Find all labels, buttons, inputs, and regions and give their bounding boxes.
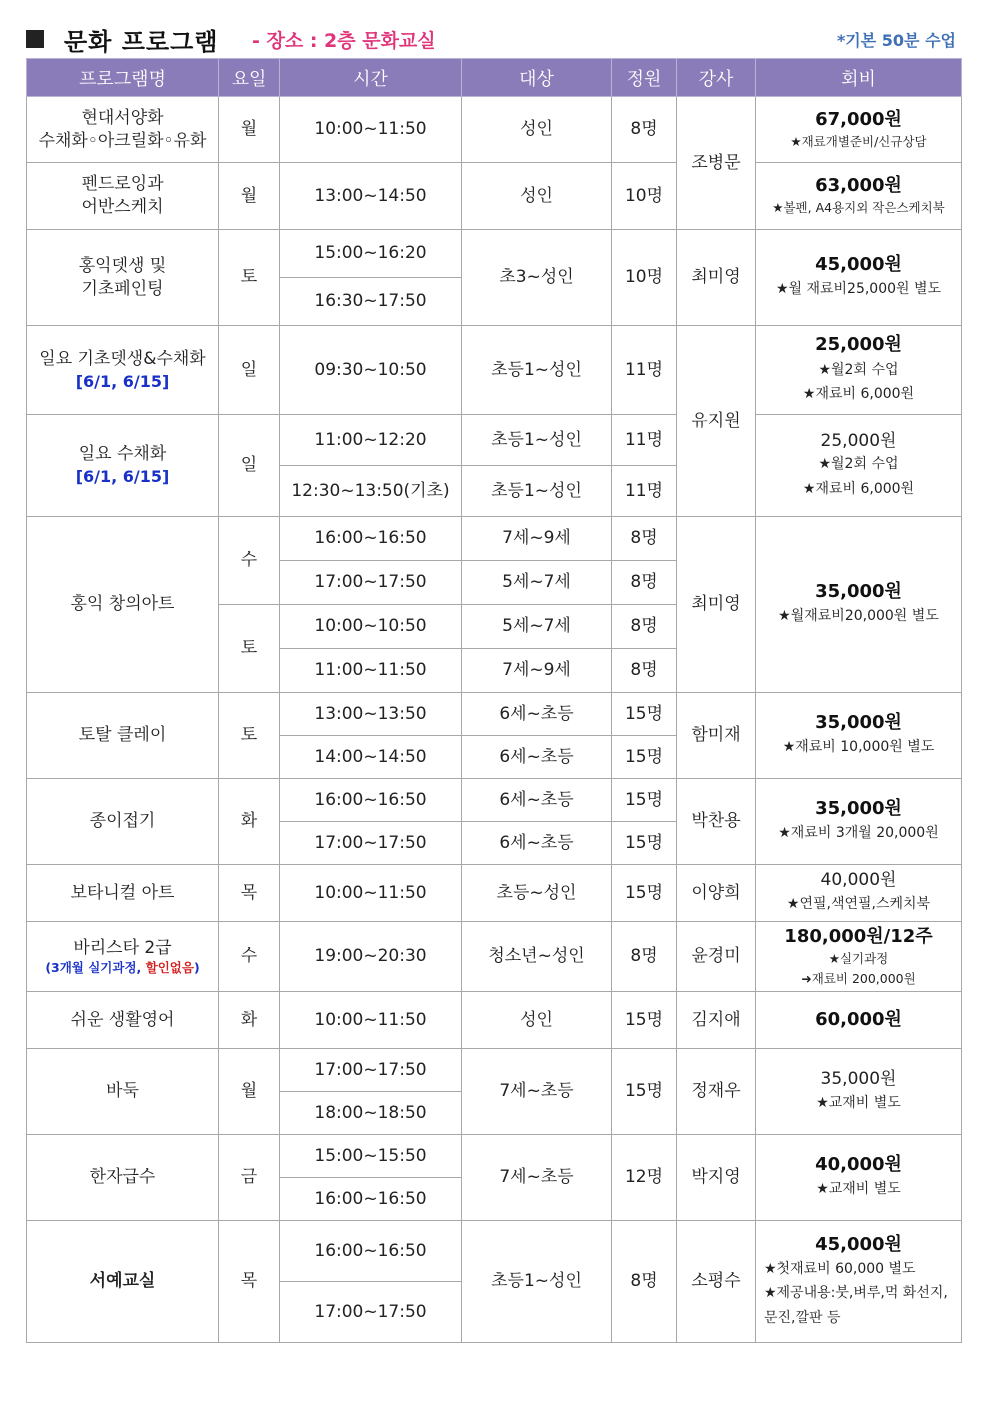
capacity-cell: 11명 [612, 466, 677, 517]
program-name: 펜드로잉과 어반스케치 [27, 163, 219, 230]
teacher-cell: 함미재 [677, 693, 756, 779]
time-cell: 09:30~10:50 [280, 326, 462, 415]
program-name: 일요 기초뎃생&수채화 [6/1, 6/15] [27, 326, 219, 415]
teacher-cell: 최미영 [677, 230, 756, 326]
capacity-cell: 15명 [612, 1049, 677, 1135]
time-cell: 16:00~16:50 [280, 1221, 462, 1282]
time-cell: 16:00~16:50 [280, 779, 462, 822]
col-header-program: 프로그램명 [27, 59, 219, 97]
time-cell: 18:00~18:50 [280, 1092, 462, 1135]
day-cell: 수 [219, 922, 280, 992]
capacity-cell: 10명 [612, 163, 677, 230]
day-cell: 금 [219, 1135, 280, 1221]
program-name: 보타니컬 아트 [27, 865, 219, 922]
table-row [27, 865, 962, 922]
program-table [26, 58, 962, 1343]
fee-cell: 35,000원 ★재료비 3개월 20,000원 [756, 779, 962, 865]
capacity-cell: 8명 [612, 97, 677, 163]
day-cell: 토 [219, 693, 280, 779]
program-name: 바둑 [27, 1049, 219, 1135]
day-cell: 목 [219, 1221, 280, 1343]
table-row [27, 230, 962, 278]
fee-cell: 180,000원/12주 ★실기과정 ➜재료비 200,000원 [756, 922, 962, 992]
target-cell: 초등1~성인 [462, 466, 612, 517]
time-cell: 17:00~17:50 [280, 561, 462, 605]
table-row [27, 693, 962, 736]
fee-cell: 25,000원 ★월2회 수업 ★재료비 6,000원 [756, 326, 962, 415]
table-row [27, 779, 962, 822]
teacher-cell: 조병문 [677, 97, 756, 230]
time-cell: 17:00~17:50 [280, 1049, 462, 1092]
target-cell: 성인 [462, 97, 612, 163]
teacher-cell: 박찬용 [677, 779, 756, 865]
target-cell: 5세~7세 [462, 605, 612, 649]
program-name: 일요 수채화 [6/1, 6/15] [27, 415, 219, 517]
time-cell: 12:30~13:50(기초) [280, 466, 462, 517]
capacity-cell: 8명 [612, 517, 677, 561]
day-cell: 화 [219, 992, 280, 1049]
target-cell: 초3~성인 [462, 230, 612, 326]
program-name: 쉬운 생활영어 [27, 992, 219, 1049]
fee-cell: 40,000원 ★연필,색연필,스케치북 [756, 865, 962, 922]
teacher-cell: 유지원 [677, 326, 756, 517]
capacity-cell: 15명 [612, 779, 677, 822]
table-header-row [27, 59, 962, 97]
fee-cell: 35,000원 ★재료비 10,000원 별도 [756, 693, 962, 779]
capacity-cell: 15명 [612, 736, 677, 779]
time-cell: 19:00~20:30 [280, 922, 462, 992]
table-row [27, 415, 962, 466]
time-cell: 11:00~12:20 [280, 415, 462, 466]
target-cell: 성인 [462, 163, 612, 230]
time-cell: 17:00~17:50 [280, 822, 462, 865]
fee-cell: 60,000원 [756, 992, 962, 1049]
time-cell: 15:00~16:20 [280, 230, 462, 278]
fee-cell: 67,000원 ★재료개별준비/신규상담 [756, 97, 962, 163]
day-cell: 토 [219, 230, 280, 326]
day-cell: 토 [219, 605, 280, 693]
fee-cell: 35,000원 ★월재료비20,000원 별도 [756, 517, 962, 693]
target-cell: 7세~초등 [462, 1049, 612, 1135]
col-header-capacity: 정원 [612, 59, 677, 97]
target-cell: 7세~9세 [462, 649, 612, 693]
time-cell: 14:00~14:50 [280, 736, 462, 779]
capacity-cell: 11명 [612, 415, 677, 466]
day-cell: 일 [219, 326, 280, 415]
time-cell: 13:00~14:50 [280, 163, 462, 230]
table-row [27, 517, 962, 561]
time-cell: 11:00~11:50 [280, 649, 462, 693]
time-cell: 10:00~11:50 [280, 865, 462, 922]
capacity-cell: 15명 [612, 693, 677, 736]
table-row [27, 1221, 962, 1282]
capacity-cell: 11명 [612, 326, 677, 415]
col-header-time: 시간 [280, 59, 462, 97]
class-length-note: *기본 50분 수업 [836, 31, 956, 50]
fee-cell: 35,000원 ★교재비 별도 [756, 1049, 962, 1135]
program-name: 종이접기 [27, 779, 219, 865]
capacity-cell: 8명 [612, 605, 677, 649]
square-bullet-icon [26, 30, 44, 48]
capacity-cell: 15명 [612, 865, 677, 922]
teacher-cell: 박지영 [677, 1135, 756, 1221]
time-cell: 10:00~10:50 [280, 605, 462, 649]
target-cell: 초등1~성인 [462, 415, 612, 466]
time-cell: 16:30~17:50 [280, 278, 462, 326]
day-cell: 월 [219, 163, 280, 230]
time-cell: 16:00~16:50 [280, 517, 462, 561]
target-cell: 초등~성인 [462, 865, 612, 922]
fee-cell: 40,000원 ★교재비 별도 [756, 1135, 962, 1221]
day-cell: 화 [219, 779, 280, 865]
time-cell: 17:00~17:50 [280, 1282, 462, 1343]
capacity-cell: 8명 [612, 922, 677, 992]
page-title: 문화 프로그램 [64, 28, 219, 56]
program-name: 한자급수 [27, 1135, 219, 1221]
time-cell: 16:00~16:50 [280, 1178, 462, 1221]
location-label: - 장소 : 2층 문화교실 [252, 30, 436, 52]
capacity-cell: 8명 [612, 1221, 677, 1343]
fee-cell: 45,000원 ★첫재료비 60,000 별도 ★제공내용:붓,벼루,먹 화선지,문진,깔판 등 [756, 1221, 962, 1343]
time-cell: 10:00~11:50 [280, 97, 462, 163]
capacity-cell: 8명 [612, 649, 677, 693]
time-cell: 15:00~15:50 [280, 1135, 462, 1178]
table-row [27, 163, 962, 230]
page-header [26, 22, 960, 54]
target-cell: 초등1~성인 [462, 326, 612, 415]
teacher-cell: 윤경미 [677, 922, 756, 992]
day-cell: 목 [219, 865, 280, 922]
col-header-target: 대상 [462, 59, 612, 97]
day-cell: 월 [219, 97, 280, 163]
target-cell: 6세~초등 [462, 779, 612, 822]
target-cell: 청소년~성인 [462, 922, 612, 992]
table-row [27, 992, 962, 1049]
capacity-cell: 10명 [612, 230, 677, 326]
time-cell: 13:00~13:50 [280, 693, 462, 736]
target-cell: 6세~초등 [462, 822, 612, 865]
capacity-cell: 15명 [612, 822, 677, 865]
teacher-cell: 정재우 [677, 1049, 756, 1135]
program-name: 홍익 창의아트 [27, 517, 219, 693]
target-cell: 7세~9세 [462, 517, 612, 561]
col-header-teacher: 강사 [677, 59, 756, 97]
target-cell: 7세~초등 [462, 1135, 612, 1221]
target-cell: 6세~초등 [462, 693, 612, 736]
table-row [27, 97, 962, 163]
table-row [27, 1049, 962, 1092]
table-row [27, 1135, 962, 1178]
fee-cell: 45,000원 ★월 재료비25,000원 별도 [756, 230, 962, 326]
target-cell: 5세~7세 [462, 561, 612, 605]
target-cell: 성인 [462, 992, 612, 1049]
teacher-cell: 소평수 [677, 1221, 756, 1343]
col-header-fee: 회비 [756, 59, 962, 97]
table-row [27, 922, 962, 992]
capacity-cell: 15명 [612, 992, 677, 1049]
program-name: 홍익뎃생 및 기초페인팅 [27, 230, 219, 326]
target-cell: 초등1~성인 [462, 1221, 612, 1343]
program-name: 토탈 클레이 [27, 693, 219, 779]
day-cell: 월 [219, 1049, 280, 1135]
table-row [27, 326, 962, 415]
fee-cell: 63,000원 ★볼펜, A4용지외 작은스케치북 [756, 163, 962, 230]
target-cell: 6세~초등 [462, 736, 612, 779]
col-header-day: 요일 [219, 59, 280, 97]
program-name: 바리스타 2급 (3개월 실기과정, 할인없음) [27, 922, 219, 992]
capacity-cell: 8명 [612, 561, 677, 605]
teacher-cell: 이양희 [677, 865, 756, 922]
day-cell: 수 [219, 517, 280, 605]
time-cell: 10:00~11:50 [280, 992, 462, 1049]
day-cell: 일 [219, 415, 280, 517]
fee-cell: 25,000원 ★월2회 수업 ★재료비 6,000원 [756, 415, 962, 517]
program-name: 서예교실 [27, 1221, 219, 1343]
capacity-cell: 12명 [612, 1135, 677, 1221]
program-name: 현대서양화 수채화◦아크릴화◦유화 [27, 97, 219, 163]
teacher-cell: 최미영 [677, 517, 756, 693]
teacher-cell: 김지애 [677, 992, 756, 1049]
